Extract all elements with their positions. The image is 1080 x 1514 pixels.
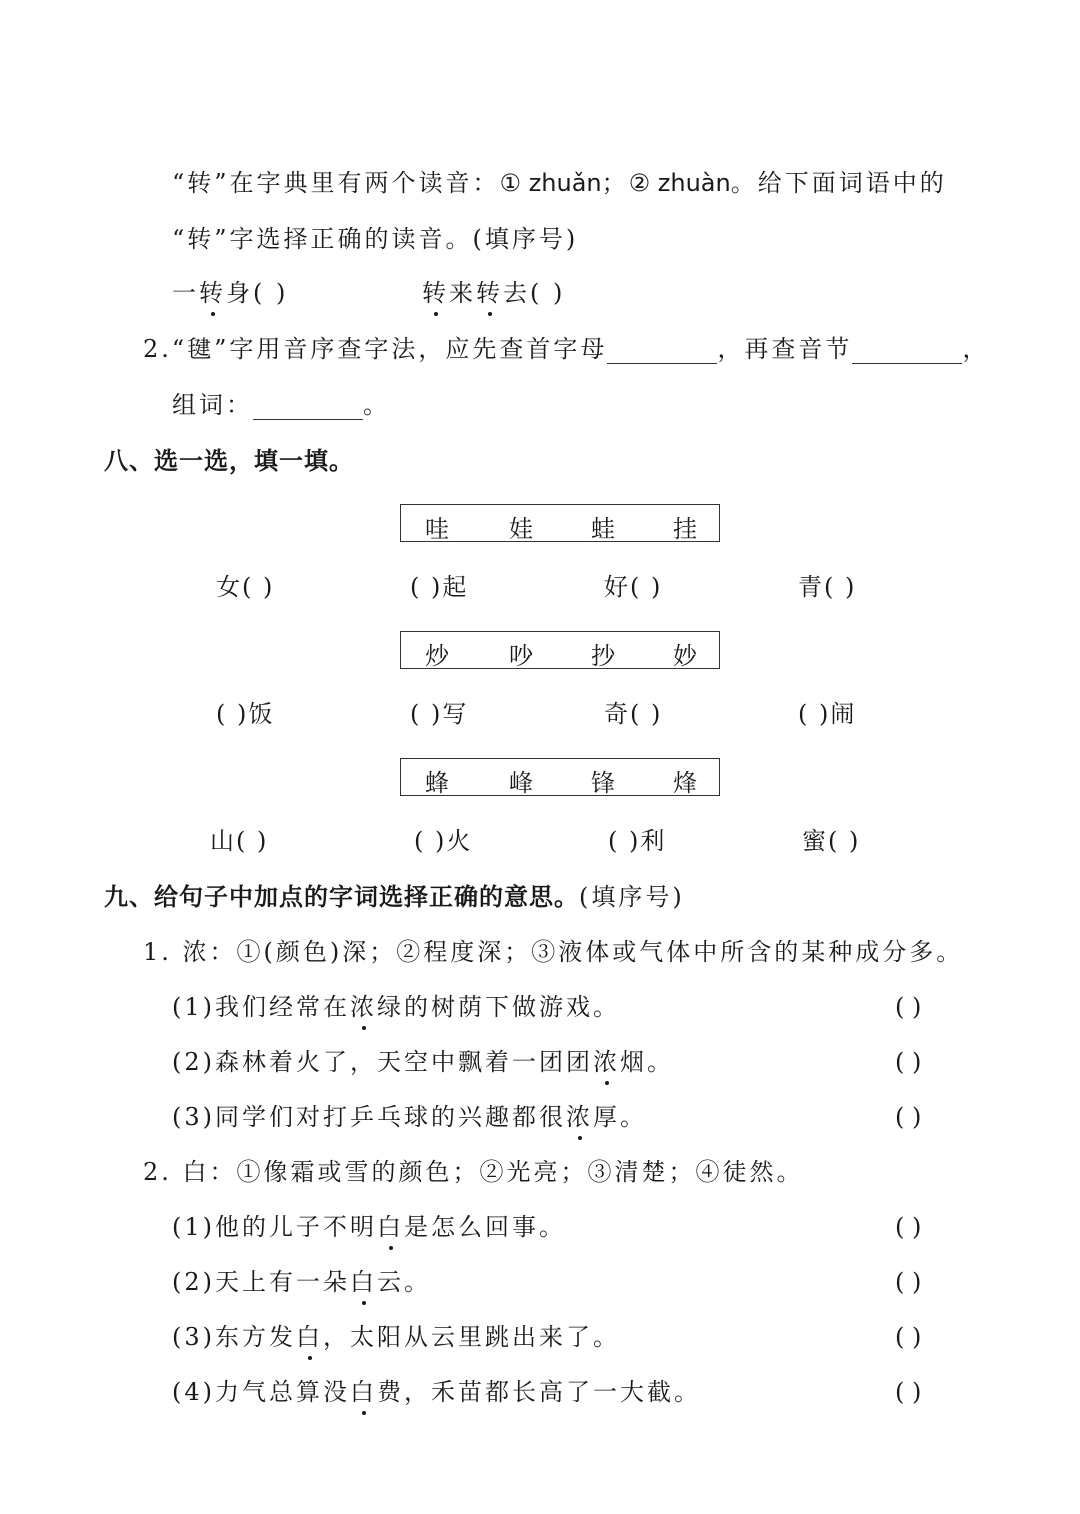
q2-line2: 组词： 。 (172, 391, 390, 419)
s9-q1-head: 1. 浓：①(颜色)深；②程度深；③液体或气体中所含的某种成分多。 (143, 938, 964, 966)
option: 峰 (509, 769, 533, 797)
s9-q2-item: (2)天上有一朵白云。 (172, 1268, 431, 1296)
s9-q1-item: (2)森林着火了，天空中飘着一团团浓烟。 (172, 1048, 674, 1076)
option: 蛙 (591, 515, 615, 543)
blank-initial[interactable] (607, 339, 717, 364)
option-box-2 (400, 631, 720, 669)
q1-line2: “转”字选择正确的读音。(填序号) (172, 225, 579, 253)
fill-prompt[interactable]: 女( ) (216, 573, 275, 601)
fill-prompt[interactable]: 蜜( ) (802, 827, 861, 855)
option-box-3 (400, 758, 720, 796)
section9-title: 九、给句子中加点的字词选择正确的意思。(填序号) (104, 883, 685, 911)
s9-q2-item: (4)力气总算没白费，禾苗都长高了一大截。 (172, 1378, 701, 1406)
s9-q2-item: (1)他的儿子不明白是怎么回事。 (172, 1213, 566, 1241)
reading-zhuan3: ① zhuǎn (499, 169, 602, 197)
dotted-char: 转 (476, 279, 503, 307)
fill-prompt[interactable]: ( )闹 (798, 700, 857, 728)
dotted-char: 白 (350, 1378, 377, 1406)
fill-prompt[interactable]: 青( ) (798, 573, 857, 601)
answer-paren[interactable]: ( ) (895, 1378, 922, 1406)
q1-word2: 转来转去( ) (422, 279, 566, 307)
option: 挂 (673, 515, 697, 543)
s9-q2-head: 2. 白：①像霜或雪的颜色；②光亮；③清楚；④徒然。 (143, 1158, 804, 1186)
q1-word1: 一转身( ) (172, 279, 289, 307)
option: 吵 (509, 642, 533, 670)
fill-prompt[interactable]: 奇( ) (604, 700, 663, 728)
option: 哇 (425, 515, 449, 543)
option-box-1 (400, 504, 720, 542)
option: 炒 (425, 642, 449, 670)
dotted-char: 白 (350, 1268, 377, 1296)
answer-paren[interactable]: ( ) (895, 1213, 922, 1241)
option: 抄 (591, 642, 615, 670)
answer-paren[interactable]: ( ) (895, 1268, 922, 1296)
option: 妙 (673, 642, 697, 670)
s9-q2-item: (3)东方发白，太阳从云里跳出来了。 (172, 1323, 620, 1351)
s9-q1-item: (3)同学们对打乒乓球的兴趣都很浓厚。 (172, 1103, 647, 1131)
section8-title: 八、选一选，填一填。 (104, 447, 354, 475)
option: 烽 (673, 769, 697, 797)
s9-q1-item: (1)我们经常在浓绿的树荫下做游戏。 (172, 993, 620, 1021)
dotted-char: 转 (199, 279, 226, 307)
fill-prompt[interactable]: ( )起 (410, 573, 469, 601)
blank-syllable[interactable] (852, 339, 962, 364)
option: 蜂 (425, 769, 449, 797)
q1-intro: “转”在字典里有两个读音： (172, 169, 500, 197)
q1-line1: “转”在字典里有两个读音：① zhuǎn；② zhuàn。给下面词语中的 (172, 169, 947, 197)
reading-zhuan4: ② zhuàn (628, 169, 731, 197)
option: 娃 (509, 515, 533, 543)
answer-paren[interactable]: ( ) (895, 993, 922, 1021)
dotted-char: 白 (377, 1213, 404, 1241)
answer-paren[interactable]: ( ) (895, 1103, 922, 1131)
dotted-char: 浓 (566, 1103, 593, 1131)
dotted-char: 白 (296, 1323, 323, 1351)
dotted-char: 转 (422, 279, 449, 307)
fill-prompt[interactable]: ( )饭 (216, 700, 275, 728)
dotted-char: 浓 (350, 993, 377, 1021)
fill-prompt[interactable]: 好( ) (604, 573, 663, 601)
answer-paren[interactable]: ( ) (895, 1048, 922, 1076)
fill-prompt[interactable]: ( )写 (410, 700, 469, 728)
fill-prompt[interactable]: ( )利 (608, 827, 667, 855)
fill-prompt[interactable]: 山( ) (210, 827, 269, 855)
blank-word[interactable] (253, 395, 363, 420)
q2-line1: 2.“毽”字用音序查字法，应先查首字母 ，再查音节 ， (143, 335, 990, 363)
fill-prompt[interactable]: ( )火 (414, 827, 473, 855)
option: 锋 (591, 769, 615, 797)
dotted-char: 浓 (593, 1048, 620, 1076)
answer-paren[interactable]: ( ) (895, 1323, 922, 1351)
